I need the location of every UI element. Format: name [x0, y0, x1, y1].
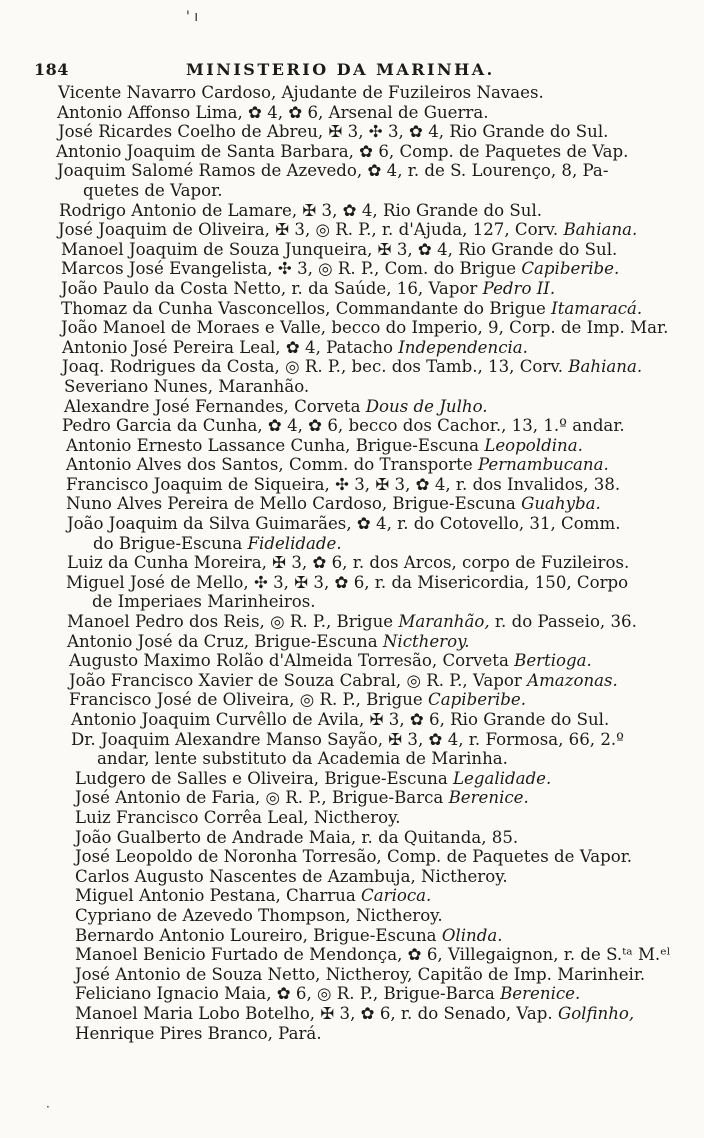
list-item	[75, 1004, 704, 1024]
ship-name: Berenice.	[500, 984, 581, 1004]
entry-text: andar, lente substituto da Academia de Marinha.	[97, 749, 508, 769]
list-item	[69, 690, 704, 710]
list-item	[64, 397, 704, 417]
entry-text: do Brigue-Escuna	[93, 533, 243, 553]
list-item	[66, 436, 704, 456]
entry-line	[75, 847, 704, 867]
list-item	[75, 984, 704, 1004]
ship-name: Bahiana.	[563, 220, 638, 240]
list-item	[67, 632, 704, 652]
ship-name: Nictheroy.	[382, 631, 470, 651]
list-item	[61, 240, 704, 260]
entry-text: quetes de Vapor.	[83, 180, 223, 200]
ship-name: Fidelidade.	[247, 533, 342, 553]
entry-line	[61, 279, 704, 299]
entry-text: Thomaz da Cunha Vasconcellos, Commandante do Brigue	[61, 298, 546, 318]
entry-text: Miguel Antonio Pestana, Charrua	[75, 886, 356, 906]
ship-name: Pernambucana.	[477, 455, 609, 475]
entry-line	[58, 122, 704, 142]
entry-line	[66, 436, 704, 456]
entry-line	[61, 259, 704, 279]
entry-text: Vicente Navarro Cardoso, Ajudante de Fuzileiros Navaes.	[58, 83, 544, 102]
list-item	[75, 867, 704, 887]
entry-line	[75, 1004, 704, 1024]
ship-name: Capiberibe.	[428, 690, 526, 710]
list-item	[62, 338, 704, 358]
entry-text: Antonio Ernesto Lassance Cunha, Brigue-Escuna	[66, 435, 480, 455]
entry-text: João Joaquim da Silva Guimarães, ✿ 4, r. do Cotovello, 31, Comm.	[67, 514, 621, 534]
entry-line	[69, 690, 704, 710]
entry-line	[69, 671, 704, 691]
entry-continuation	[67, 534, 704, 554]
entry-line	[69, 651, 704, 671]
entry-line	[58, 83, 704, 103]
ship-name: Bahiana.	[568, 357, 643, 377]
list-item	[71, 730, 704, 769]
ship-name: Bertioga.	[514, 651, 592, 671]
entry-line	[62, 357, 704, 377]
entry-text: Pedro Garcia da Cunha, ✿ 4, ✿ 6, becco dos Cachor., 13, 1.º andar.	[62, 416, 625, 436]
entry-text: José Antonio de Souza Netto, Nictheroy, Capitão de Imp. Marinheir.	[75, 964, 646, 984]
entry-text: Luiz Francisco Corrêa Leal, Nictheroy.	[75, 807, 401, 827]
entry-text: de Imperiaes Marinheiros.	[92, 592, 316, 612]
page-number: 184	[34, 60, 69, 79]
list-item	[59, 201, 704, 221]
entry-text-after: r. do Passeio, 36.	[494, 612, 637, 632]
ship-name: Olinda.	[441, 925, 503, 945]
list-item	[61, 279, 704, 299]
entry-line	[75, 769, 704, 789]
entry-text: Antonio Joaquim Curvêllo de Avila, ✠ 3, ✿ 6, Rio Grande do Sul.	[71, 710, 610, 729]
list-item	[58, 122, 704, 142]
ship-name: Leopoldina.	[484, 435, 583, 455]
list-item	[71, 710, 704, 730]
entry-line	[66, 455, 704, 475]
ship-name: Legalidade.	[453, 768, 552, 788]
entry-text: João Manoel de Moraes e Valle, becco do Imperio, 9, Corp. de Imp. Mar.	[61, 318, 669, 338]
page-header	[34, 60, 504, 82]
list-item	[66, 573, 704, 612]
entry-line	[61, 299, 704, 319]
entry-line	[62, 338, 704, 358]
entry-line	[56, 142, 704, 162]
entry-text: Rodrigo Antonio de Lamare, ✠ 3, ✿ 4, Rio Grande do Sul.	[59, 200, 543, 220]
entry-line	[57, 161, 704, 181]
entry-text: Antonio José da Cruz, Brigue-Escuna	[67, 631, 378, 651]
entry-text: Carlos Augusto Nascentes de Azambuja, Nictheroy.	[75, 866, 508, 886]
entry-text: Alexandre José Fernandes, Corveta	[64, 396, 361, 416]
entry-text: Manoel Pedro dos Reis, ◎ R. P., Brigue	[67, 612, 394, 632]
list-item	[66, 475, 704, 495]
ship-name: Maranhão,	[398, 612, 490, 632]
ship-name: Capiberibe.	[521, 259, 620, 279]
entry-text: Miguel José de Mello, ✣ 3, ✠ 3, ✿ 6, r. da Misericordia, 150, Corpo	[66, 572, 629, 592]
entry-text: José Ricardes Coelho de Abreu, ✠ 3, ✣ 3, ✿ 4, Rio Grande do Sul.	[58, 122, 609, 142]
entry-text: Francisco Joaquim de Siqueira, ✣ 3, ✠ 3, ✿ 4, r. dos Invalidos, 38.	[66, 474, 621, 494]
entry-text: Joaquim Salomé Ramos de Azevedo, ✿ 4, r. de S. Lourenço, 8, Pa-	[57, 161, 609, 181]
entry-line	[71, 710, 704, 730]
entry-text: Antonio Affonso Lima, ✿ 4, ✿ 6, Arsenal de Guerra.	[57, 102, 489, 122]
entry-continuation	[66, 592, 704, 612]
list-item	[75, 828, 704, 848]
ship-name: Itamaracá.	[551, 298, 643, 318]
entry-line	[67, 632, 704, 652]
entry-text: Francisco José de Oliveira, ◎ R. P., Brigue	[69, 690, 423, 710]
list-item	[75, 847, 704, 867]
list-item	[61, 299, 704, 319]
ship-name: Amazonas.	[527, 670, 618, 690]
entry-line	[75, 1024, 704, 1044]
entry-line	[71, 730, 704, 750]
entry-line	[61, 318, 704, 338]
list-item	[56, 142, 704, 162]
entry-line	[58, 220, 704, 240]
entry-line	[75, 788, 704, 808]
entry-line	[66, 573, 704, 593]
entry-line	[57, 103, 704, 123]
entry-text: Manoel Maria Lobo Botelho, ✠ 3, ✿ 6, r. do Senado, Vap.	[75, 1003, 553, 1023]
ship-name: Berenice.	[448, 788, 529, 808]
entry-line	[75, 945, 704, 965]
entry-text: José Leopoldo de Noronha Torresão, Comp. de Paquetes de Vapor.	[75, 847, 633, 867]
entry-text: Joaq. Rodrigues da Costa, ◎ R. P., bec. dos Tamb., 13, Corv.	[62, 357, 564, 377]
entry-line	[75, 926, 704, 946]
entry-text: Severiano Nunes, Maranhão.	[64, 376, 310, 396]
entry-line	[64, 377, 704, 397]
entry-text: Marcos José Evangelista, ✣ 3, ◎ R. P., Com. do Brigue	[61, 259, 517, 279]
list-item	[58, 83, 704, 103]
entry-line	[64, 397, 704, 417]
list-item	[67, 553, 704, 573]
entry-text: Antonio Joaquim de Santa Barbara, ✿ 6, Comp. de Paquetes de Vap.	[56, 141, 629, 161]
entry-line	[67, 612, 704, 632]
entry-text: Dr. Joaquim Alexandre Manso Sayão, ✠ 3, ✿ 4, r. Formosa, 66, 2.º	[71, 729, 624, 749]
entry-text: Nuno Alves Pereira de Mello Cardoso, Brigue-Escuna	[66, 494, 516, 514]
personnel-list	[0, 83, 704, 1043]
entry-line	[75, 886, 704, 906]
list-item	[57, 103, 704, 123]
list-item	[69, 671, 704, 691]
entry-line	[59, 201, 704, 221]
entry-line	[75, 867, 704, 887]
entry-text: José Joaquim de Oliveira, ✠ 3, ◎ R. P., r. d'Ajuda, 127, Corv.	[58, 220, 559, 240]
entry-line	[75, 984, 704, 1004]
entry-text: Manoel Joaquim de Souza Junqueira, ✠ 3, ✿ 4, Rio Grande do Sul.	[61, 239, 618, 259]
list-item	[62, 357, 704, 377]
entry-text: Antonio Alves dos Santos, Comm. do Transporte	[66, 455, 473, 475]
list-item	[61, 318, 704, 338]
list-item	[75, 788, 704, 808]
entry-line	[75, 906, 704, 926]
list-item	[67, 514, 704, 553]
list-item	[64, 377, 704, 397]
entry-text: João Paulo da Costa Netto, r. da Saúde, 16, Vapor	[61, 278, 478, 298]
entry-line	[75, 828, 704, 848]
entry-text: Cypriano de Azevedo Thompson, Nictheroy.	[75, 905, 443, 925]
entry-line	[62, 416, 704, 436]
entry-continuation	[57, 181, 704, 201]
entry-line	[66, 494, 704, 514]
entry-continuation	[71, 749, 704, 769]
list-item	[66, 455, 704, 475]
list-item	[62, 416, 704, 436]
entry-line	[67, 553, 704, 573]
list-item	[69, 651, 704, 671]
list-item	[75, 886, 704, 906]
bottom-print-mark: ·	[46, 1100, 50, 1114]
running-title: MINISTERIO DA MARINHA.	[186, 60, 495, 79]
list-item	[75, 1024, 704, 1044]
entry-line	[75, 965, 704, 985]
list-item	[75, 926, 704, 946]
entry-text: João Gualberto de Andrade Maia, r. da Quitanda, 85.	[75, 827, 519, 847]
ship-name: Golfinho,	[557, 1003, 635, 1023]
entry-line	[61, 240, 704, 260]
list-item	[58, 220, 704, 240]
entry-text: Manoel Benicio Furtado de Mendonça, ✿ 6, Villegaignon, r. de S.ᵗᵃ M.ᵉˡ	[75, 945, 671, 965]
list-item	[67, 612, 704, 632]
entry-text: Augusto Maximo Rolão d'Almeida Torresão, Corveta	[69, 651, 509, 671]
top-print-mark: ' ı	[186, 9, 199, 25]
entry-text: Luiz da Cunha Moreira, ✠ 3, ✿ 6, r. dos Arcos, corpo de Fuzileiros.	[67, 553, 630, 573]
list-item	[66, 494, 704, 514]
list-item	[75, 965, 704, 985]
ship-name: Guahyba.	[521, 494, 601, 514]
list-item	[75, 808, 704, 828]
ship-name: Independencia.	[398, 337, 528, 357]
entry-text: Ludgero de Salles e Oliveira, Brigue-Escuna	[75, 768, 448, 788]
entry-line	[75, 808, 704, 828]
list-item	[75, 945, 704, 965]
entry-text: Antonio José Pereira Leal, ✿ 4, Patacho	[62, 337, 393, 357]
entry-text: Bernardo Antonio Loureiro, Brigue-Escuna	[75, 925, 437, 945]
ship-name: Dous de Julho.	[365, 396, 488, 416]
entry-text: João Francisco Xavier de Souza Cabral, ◎ R. P., Vapor	[69, 670, 522, 690]
entry-line	[67, 514, 704, 534]
ship-name: Pedro II.	[482, 278, 556, 298]
entry-text: José Antonio de Faria, ◎ R. P., Brigue-Barca	[75, 788, 444, 808]
list-item	[61, 259, 704, 279]
entry-line	[66, 475, 704, 495]
list-item	[75, 906, 704, 926]
list-item	[75, 769, 704, 789]
ship-name: Carioca.	[361, 886, 432, 906]
entry-text: Henrique Pires Branco, Pará.	[75, 1023, 322, 1043]
entry-text: Feliciano Ignacio Maia, ✿ 6, ◎ R. P., Brigue-Barca	[75, 984, 495, 1004]
list-item	[57, 161, 704, 200]
